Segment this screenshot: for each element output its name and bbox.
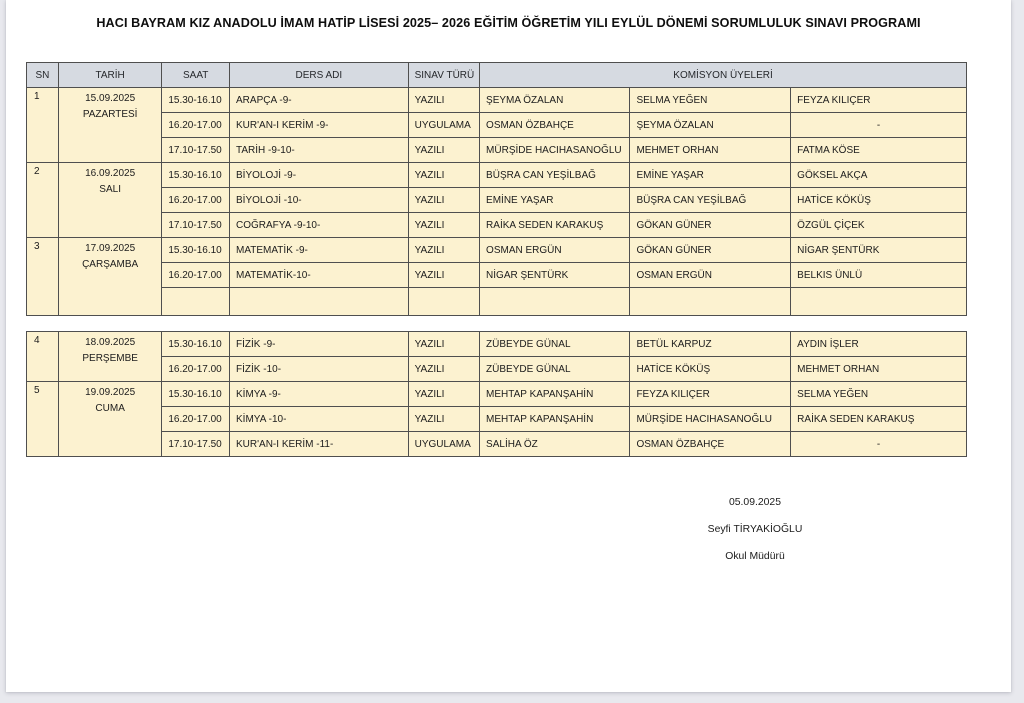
day-text: ÇARŞAMBA (82, 258, 139, 270)
course-cell: KİMYA -10- (230, 407, 409, 432)
exam-type-cell: YAZILI (408, 332, 479, 357)
course-cell: KUR'AN-I KERİM -11- (230, 432, 409, 457)
commission-member-cell: FATMA KÖSE (791, 138, 967, 163)
commission-member-cell (791, 288, 967, 316)
exam-schedule-table-2 (26, 331, 967, 457)
exam-row (27, 288, 967, 316)
time-cell: 16.20-17.00 (162, 188, 230, 213)
column-header-ders-adi: DERS ADI (230, 63, 409, 88)
date-text: 18.09.2025 (85, 337, 136, 348)
commission-member-cell: EMİNE YAŞAR (630, 163, 791, 188)
commission-member-cell: MEHMET ORHAN (791, 357, 967, 382)
date-cell (58, 238, 161, 316)
commission-member-cell: ZÜBEYDE GÜNAL (480, 332, 630, 357)
exam-schedule-table-2-container (26, 331, 967, 457)
course-cell: BİYOLOJİ -9- (230, 163, 409, 188)
column-header-sn: SN (27, 63, 59, 88)
commission-member-cell: BÜŞRA CAN YEŞİLBAĞ (480, 163, 630, 188)
commission-member-cell: BELKIS ÜNLÜ (791, 263, 967, 288)
commission-member-cell: ZÜBEYDE GÜNAL (480, 357, 630, 382)
page-title: HACI BAYRAM KIZ ANADOLU İMAM HATİP LİSESİ 2025– 2026 EĞİTİM ÖĞRETİM YILI EYLÜL DÖNEMİ SORUMLULUK SINAVI PROGRAMI (96, 16, 921, 30)
signature-date: 05.09.2025 (728, 497, 781, 508)
time-cell: 16.20-17.00 (162, 407, 230, 432)
time-cell: 16.20-17.00 (162, 263, 230, 288)
exam-type-cell: YAZILI (408, 238, 479, 263)
exam-row (27, 332, 967, 357)
exam-type-cell: YAZILI (408, 188, 479, 213)
course-cell: ARAPÇA -9- (230, 88, 409, 113)
day-text: CUMA (95, 402, 125, 414)
time-cell: 17.10-17.50 (162, 213, 230, 238)
commission-member-cell: SELMA YEĞEN (630, 88, 791, 113)
course-cell: COĞRAFYA -9-10- (230, 213, 409, 238)
commission-member-cell: MEHTAP KAPANŞAHİN (480, 407, 630, 432)
commission-member-cell: OSMAN ERGÜN (480, 238, 630, 263)
commission-member-cell: GÖKAN GÜNER (630, 213, 791, 238)
exam-row (27, 382, 967, 407)
course-cell (230, 288, 409, 316)
commission-member-cell: BÜŞRA CAN YEŞİLBAĞ (630, 188, 791, 213)
time-cell: 15.30-16.10 (162, 332, 230, 357)
time-cell (162, 288, 230, 316)
course-cell: MATEMATİK-10- (230, 263, 409, 288)
commission-member-cell: FEYZA KILIÇER (791, 88, 967, 113)
sn-cell: 2 (27, 163, 59, 238)
exam-row (27, 213, 967, 238)
day-text: SALI (99, 183, 121, 195)
exam-type-cell: YAZILI (408, 163, 479, 188)
commission-member-cell: RAİKA SEDEN KARAKUŞ (480, 213, 630, 238)
exam-row (27, 188, 967, 213)
exam-row (27, 432, 967, 457)
exam-row (27, 357, 967, 382)
course-cell: FİZİK -9- (230, 332, 409, 357)
document-page (6, 0, 1011, 692)
commission-member-cell: ÖZGÜL ÇİÇEK (791, 213, 967, 238)
commission-member-cell: HATİCE KÖKÜŞ (791, 188, 967, 213)
date-cell (58, 332, 161, 382)
commission-member-cell: MÜRŞİDE HACIHASANOĞLU (480, 138, 630, 163)
commission-member-cell: OSMAN ÖZBAHÇE (630, 432, 791, 457)
commission-member-cell: - (791, 432, 967, 457)
signature-role: Okul Müdürü (725, 551, 785, 562)
commission-member-cell: SELMA YEĞEN (791, 382, 967, 407)
commission-member-cell: SALİHA ÖZ (480, 432, 630, 457)
commission-member-cell: ŞEYMA ÖZALAN (480, 88, 630, 113)
exam-schedule-table-1 (26, 62, 967, 316)
date-text: 16.09.2025 (85, 168, 136, 179)
time-cell: 17.10-17.50 (162, 138, 230, 163)
exam-row (27, 163, 967, 188)
exam-type-cell: YAZILI (408, 138, 479, 163)
exam-type-cell: YAZILI (408, 407, 479, 432)
date-cell (58, 382, 161, 457)
sn-cell: 3 (27, 238, 59, 316)
day-text: PAZARTESİ (82, 108, 138, 120)
commission-member-cell: MEHTAP KAPANŞAHİN (480, 382, 630, 407)
date-cell (58, 163, 161, 238)
exam-type-cell: UYGULAMA (408, 432, 479, 457)
time-cell: 15.30-16.10 (162, 382, 230, 407)
time-cell: 15.30-16.10 (162, 88, 230, 113)
commission-member-cell: OSMAN ÖZBAHÇE (480, 113, 630, 138)
exam-type-cell: YAZILI (408, 382, 479, 407)
signature-name: Seyfi TİRYAKİOĞLU (707, 524, 803, 535)
exam-type-cell: UYGULAMA (408, 113, 479, 138)
date-text: 15.09.2025 (85, 93, 136, 104)
commission-member-cell: GÖKSEL AKÇA (791, 163, 967, 188)
time-cell: 16.20-17.00 (162, 357, 230, 382)
sn-cell: 1 (27, 88, 59, 163)
column-header-tarih: TARİH (58, 63, 161, 88)
course-cell: KİMYA -9- (230, 382, 409, 407)
course-cell: FİZİK -10- (230, 357, 409, 382)
commission-member-cell: OSMAN ERGÜN (630, 263, 791, 288)
exam-type-cell: YAZILI (408, 88, 479, 113)
exam-type-cell: YAZILI (408, 357, 479, 382)
exam-row (27, 407, 967, 432)
commission-member-cell: FEYZA KILIÇER (630, 382, 791, 407)
course-cell: BİYOLOJİ -10- (230, 188, 409, 213)
course-cell: KUR'AN-I KERİM -9- (230, 113, 409, 138)
commission-member-cell: - (791, 113, 967, 138)
time-cell: 16.20-17.00 (162, 113, 230, 138)
course-cell: MATEMATİK -9- (230, 238, 409, 263)
commission-member-cell: MEHMET ORHAN (630, 138, 791, 163)
commission-member-cell (630, 288, 791, 316)
commission-member-cell: NİGAR ŞENTÜRK (791, 238, 967, 263)
column-header-saat: SAAT (162, 63, 230, 88)
commission-member-cell: EMİNE YAŞAR (480, 188, 630, 213)
commission-member-cell: AYDIN İŞLER (791, 332, 967, 357)
exam-type-cell (408, 288, 479, 316)
time-cell: 15.30-16.10 (162, 238, 230, 263)
commission-member-cell: HATİCE KÖKÜŞ (630, 357, 791, 382)
exam-type-cell: YAZILI (408, 263, 479, 288)
exam-row (27, 113, 967, 138)
day-text: PERŞEMBE (82, 352, 138, 364)
commission-member-cell: GÖKAN GÜNER (630, 238, 791, 263)
date-text: 19.09.2025 (85, 387, 136, 398)
exam-schedule-table-1-container (26, 62, 967, 316)
date-cell (58, 88, 161, 163)
commission-member-cell: RAİKA SEDEN KARAKUŞ (791, 407, 967, 432)
column-header-komisyon-uyeleri: KOMİSYON ÜYELERİ (480, 63, 967, 88)
exam-type-cell: YAZILI (408, 213, 479, 238)
column-header-sinav-turu: SINAV TÜRÜ (408, 63, 479, 88)
sn-cell: 4 (27, 332, 59, 382)
sn-cell: 5 (27, 382, 59, 457)
commission-member-cell: MÜRŞİDE HACIHASANOĞLU (630, 407, 791, 432)
exam-row (27, 238, 967, 263)
time-cell: 17.10-17.50 (162, 432, 230, 457)
date-text: 17.09.2025 (85, 243, 136, 254)
course-cell: TARİH -9-10- (230, 138, 409, 163)
exam-row (27, 263, 967, 288)
time-cell: 15.30-16.10 (162, 163, 230, 188)
exam-row (27, 138, 967, 163)
signature-block (605, 492, 905, 573)
exam-row (27, 88, 967, 113)
commission-member-cell: BETÜL KARPUZ (630, 332, 791, 357)
commission-member-cell: ŞEYMA ÖZALAN (630, 113, 791, 138)
header-row (27, 63, 967, 88)
commission-member-cell (480, 288, 630, 316)
commission-member-cell: NİGAR ŞENTÜRK (480, 263, 630, 288)
